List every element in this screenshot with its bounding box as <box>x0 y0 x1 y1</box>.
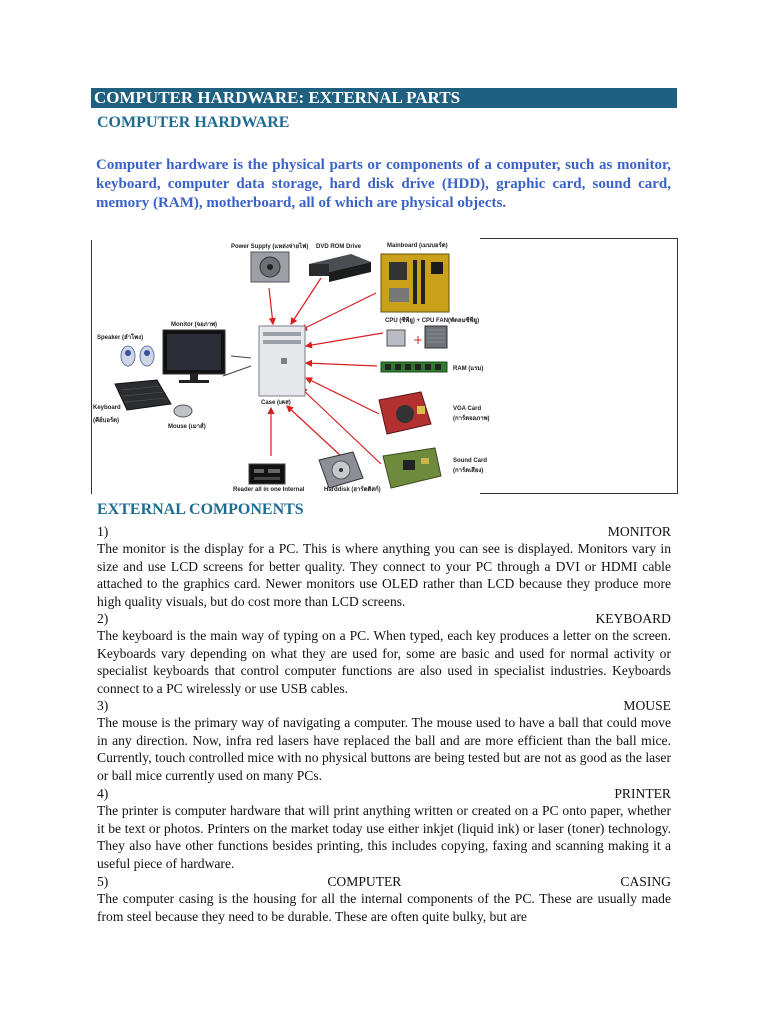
section-heading-external: EXTERNAL COMPONENTS <box>97 501 304 518</box>
component-number: 4) <box>97 786 109 801</box>
component-casing <box>97 873 671 925</box>
component-title-b: CASING <box>620 874 671 889</box>
component-monitor <box>97 523 671 610</box>
mouse-image <box>174 405 192 417</box>
component-number: 5) <box>97 874 109 889</box>
label-reader: Reader all in one Internal <box>233 487 305 493</box>
label-power-supply: Power Supply (แหล่งจ่ายไฟ) <box>231 244 309 250</box>
harddisk-image <box>319 452 363 488</box>
intro-paragraph: Computer hardware is the physical parts or components of a computer, such as monitor, keyboard, computer data storage, hard disk drive (HDD), graphic card, sound card, memory (RAM), motherboard, all of which are physical objects. <box>96 157 671 211</box>
component-text: The computer casing is the housing for all the internal components of the PC. These are usually made from steel because they need to be durable. These are often quite bulky, but are <box>97 891 671 924</box>
mainboard-image <box>381 254 449 312</box>
component-number: 1) <box>97 524 109 539</box>
section-heading-hardware: COMPUTER HARDWARE <box>97 114 290 131</box>
label-speaker: Speaker (ลำโพง) <box>97 335 144 341</box>
label-dvd: DVD ROM Drive <box>316 244 362 250</box>
component-number: 3) <box>97 698 109 713</box>
speaker-image <box>121 346 154 366</box>
monitor-image <box>163 330 225 383</box>
label-vga-th: (การ์ดจอภาพ) <box>453 416 490 422</box>
component-keyboard <box>97 610 671 697</box>
case-image <box>223 326 305 396</box>
ram-image <box>381 362 447 372</box>
component-number: 2) <box>97 611 109 626</box>
component-text: The keyboard is the main way of typing on a PC. When typed, each key produces a letter on the screen. Keyboards vary depending on what they are used for, some are basic and used for normal activity or specialist keyboards that control computer functions are also used in specialist industries. Keyboards connect to a PC wirelessly or use USB cables. <box>97 628 671 696</box>
label-harddisk: Harddisk (ฮาร์ดดิสก์) <box>324 487 381 493</box>
component-title: MOUSE <box>623 698 671 713</box>
label-vga: VGA Card <box>453 406 482 412</box>
component-text: The mouse is the primary way of navigating a computer. The mouse used to have a ball that could move in any direction. Now, infra red lasers have replaced the ball and are more efficient than the ball mice. Currently, touch controlled mice with no physical buttons are being tested but are not as good as the laser or ball mice currently used on many PCs. <box>97 715 671 783</box>
label-mainboard: Mainboard (เมนบอร์ด) <box>387 243 448 249</box>
dvd-drive-image <box>309 254 371 282</box>
page-banner: COMPUTER HARDWARE: EXTERNAL PARTS <box>91 88 677 108</box>
power-supply-image <box>251 252 289 282</box>
component-mouse <box>97 697 671 784</box>
component-title: PRINTER <box>614 786 671 801</box>
label-keyboard-th: (คีย์บอร์ด) <box>93 418 120 424</box>
label-case: Case (เคส) <box>261 400 291 406</box>
component-title: MONITOR <box>607 524 671 539</box>
label-cpu: CPU (ซีพียู) + CPU FAN(พัดลมซีพียู) <box>385 318 480 324</box>
component-text: The printer is computer hardware that will print anything written or created on a PC onto paper, whether it be text or photos. Printers on the market today use either inkjet (liquid ink) or laser (toner) technology. They also have other functions besides printing, this includes copying, faxing and scanning making it a useful piece of hardware. <box>97 803 671 871</box>
cpu-image <box>387 326 447 348</box>
label-sound: Sound Card <box>453 458 487 464</box>
label-ram: RAM (แรม) <box>453 366 484 372</box>
label-sound-th: (การ์ดเสียง) <box>453 468 484 474</box>
card-reader-image <box>249 464 285 484</box>
component-title-a: COMPUTER <box>327 874 402 889</box>
keyboard-image <box>115 380 171 410</box>
component-text: The monitor is the display for a PC. This is where anything you can see is displayed. Monitors vary in size and use LCD screens for better quality. They connect to your PC through a DVI or HDMI cable attached to the graphics card. Newer monitors use OLED rather than LCD because they produce more high quality visuals, but do cost more than LCD screens. <box>97 541 671 609</box>
label-monitor: Monitor (จอภาพ) <box>171 322 218 328</box>
hardware-diagram <box>91 238 679 494</box>
sound-card-image <box>383 448 441 488</box>
label-mouse: Mouse (เมาส์) <box>168 424 206 430</box>
svg-text:+: + <box>413 333 424 347</box>
component-title: KEYBOARD <box>595 611 671 626</box>
component-printer <box>97 785 671 872</box>
diagram-svg <box>91 238 679 494</box>
label-keyboard: Keyboard <box>93 405 121 411</box>
vga-card-image <box>379 392 431 434</box>
